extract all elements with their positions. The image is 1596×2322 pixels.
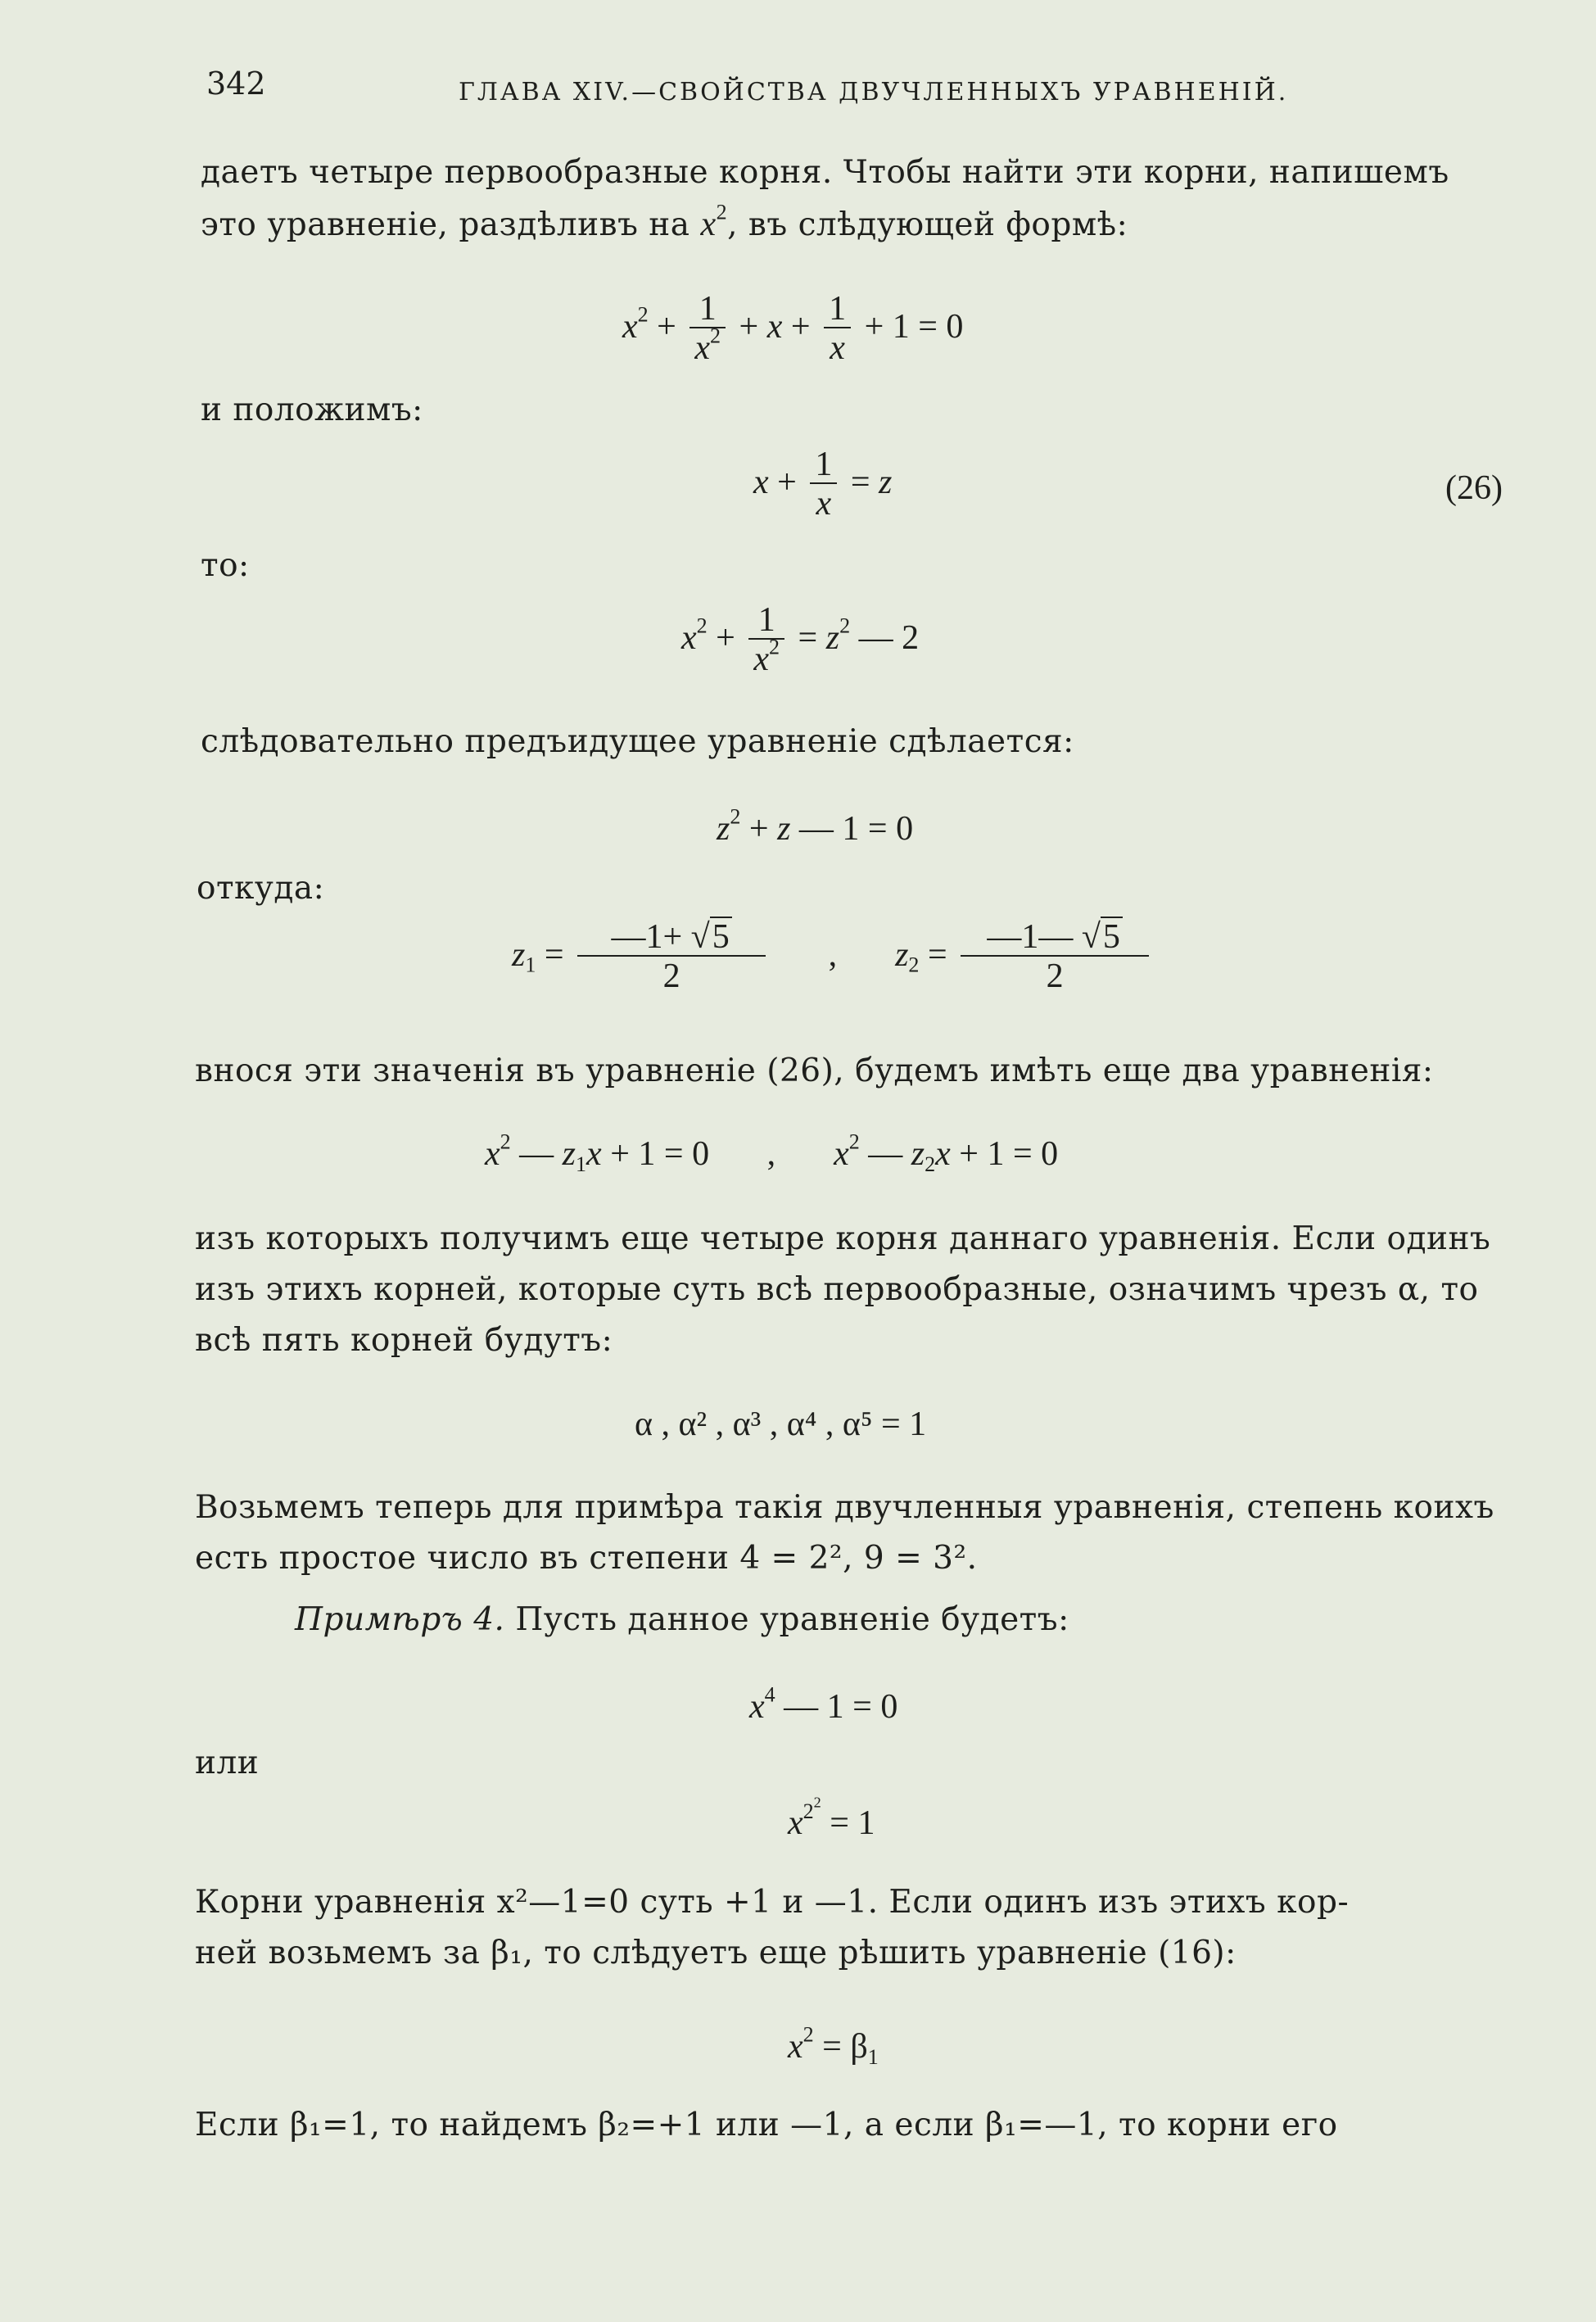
running-title: ГЛАВА XIV.—СВОЙСТВА ДВУЧЛЕННЫХЪ УРАВНЕНІЙ.	[459, 78, 1289, 106]
example-label: Примѣръ 4.	[295, 1601, 505, 1638]
text-line: есть простое число въ степени 4 = 2², 9 = 3².	[195, 1540, 978, 1577]
equation: $x^2 = \beta_1$	[788, 2022, 879, 2069]
equation: $x^{2^2} = 1$	[788, 1794, 875, 1843]
equation-26: x + $\frac{1}{x}$ = z	[753, 446, 893, 523]
text-line: и положимъ:	[201, 392, 423, 428]
text-line: Если β₁=1, то найдемъ β₂=+1 или —1, а если β₁=—1, то корни его	[195, 2107, 1338, 2143]
equation-number: (26)	[1445, 469, 1503, 507]
text-line: это уравненіе, раздѣливъ на $x^2$, въ слѣдующей формѣ:	[201, 200, 1128, 243]
text-line: даетъ четыре первообразные корня. Чтобы найти эти корни, напишемъ	[201, 154, 1449, 191]
text-line: ней возьмемъ за β₁, то слѣдуетъ еще рѣшить уравненіе (16):	[195, 1935, 1237, 1971]
text-line: изъ которыхъ получимъ еще четыре корня даннаго уравненія. Если одинъ	[195, 1220, 1491, 1257]
equation: $x^2$ + $\frac{1}{x^2}$ = $z^2$ — 2	[681, 601, 920, 679]
text-line: или	[195, 1745, 260, 1781]
text-line: то:	[201, 547, 250, 584]
text-line: откуда:	[197, 870, 325, 907]
text-line: изъ этихъ корней, которые суть всѣ первообразные, означимъ чрезъ α, то	[195, 1271, 1479, 1308]
equation: $z_1$ = $\frac{—1+ √5}{2}$ , $z_2$ = $\frac{—1— √5}{2}$	[512, 919, 1154, 996]
text-line: Возьмемъ теперь для примѣра такія двучленныя уравненія, степень коихъ	[195, 1489, 1494, 1526]
equation: α , α² , α³ , α⁴ , α⁵ = 1	[635, 1405, 927, 1443]
text-line: Корни уравненія x²—1=0 суть +1 и —1. Если одинъ изъ этихъ кор-	[195, 1884, 1350, 1921]
equation: $x^2$ + $\frac{1}{x^2}$ + x + $\frac{1}{x}$ + 1 = 0	[622, 290, 964, 368]
text-line: слѣдовательно предъидущее уравненіе сдѣлается:	[201, 723, 1074, 760]
text-line: всѣ пять корней будутъ:	[195, 1322, 613, 1359]
page-number: 342	[206, 66, 266, 102]
equation: $z^2 + z$ — 1 = 0	[717, 804, 914, 848]
text-line: внося эти значенія въ уравненіе (26), будемъ имѣть еще два уравненія:	[195, 1052, 1434, 1089]
equation: $x^4$ — 1 = 0	[749, 1682, 898, 1726]
equation: $x^2$ — $z_1x + 1 = 0$ , $x^2$ — $z_2x + 1 = 0$	[485, 1129, 1059, 1176]
text-line: Примѣръ 4. Пусть данное уравненіе будетъ:	[295, 1601, 1069, 1638]
